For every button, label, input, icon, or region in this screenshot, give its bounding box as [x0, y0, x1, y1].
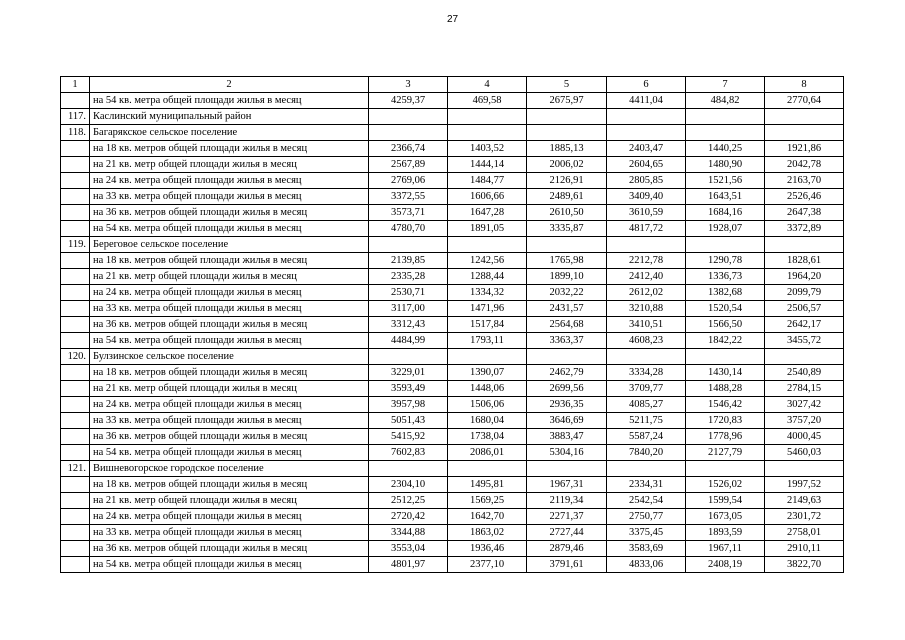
- value-cell: 2805,85: [607, 173, 686, 189]
- value-cell: [448, 461, 527, 477]
- row-index-cell: [61, 429, 90, 445]
- value-cell: 1673,05: [686, 509, 765, 525]
- row-label-cell: на 33 кв. метра общей площади жилья в месяц: [90, 525, 369, 541]
- value-cell: 5415,92: [369, 429, 448, 445]
- table-row: [61, 253, 844, 269]
- value-cell: [686, 237, 765, 253]
- row-label-cell: на 18 кв. метров общей площади жилья в месяц: [90, 365, 369, 381]
- value-cell: 3583,69: [607, 541, 686, 557]
- value-cell: 2910,11: [765, 541, 844, 557]
- row-index-cell: [61, 413, 90, 429]
- value-cell: 2699,56: [527, 381, 607, 397]
- value-cell: 3410,51: [607, 317, 686, 333]
- value-cell: 5051,43: [369, 413, 448, 429]
- row-label-cell: на 21 кв. метр общей площади жилья в месяц: [90, 493, 369, 509]
- value-cell: [527, 349, 607, 365]
- row-index-cell: 117.: [61, 109, 90, 125]
- table-header-row: [61, 77, 844, 93]
- row-label-cell: на 54 кв. метра общей площади жилья в месяц: [90, 221, 369, 237]
- row-label-cell: на 18 кв. метров общей площади жилья в месяц: [90, 253, 369, 269]
- value-cell: 1242,56: [448, 253, 527, 269]
- row-index-cell: [61, 253, 90, 269]
- value-cell: 3027,42: [765, 397, 844, 413]
- value-cell: [448, 125, 527, 141]
- page-number: 27: [446, 14, 459, 25]
- table-row: [61, 173, 844, 189]
- row-label-cell: на 54 кв. метра общей площади жилья в месяц: [90, 93, 369, 109]
- value-cell: 1336,73: [686, 269, 765, 285]
- row-index-cell: [61, 541, 90, 557]
- value-cell: 3455,72: [765, 333, 844, 349]
- value-cell: 3610,59: [607, 205, 686, 221]
- row-index-cell: [61, 557, 90, 573]
- row-index-cell: 121.: [61, 461, 90, 477]
- value-cell: 1526,02: [686, 477, 765, 493]
- table-row: [61, 509, 844, 525]
- value-cell: 2489,61: [527, 189, 607, 205]
- value-cell: 2335,28: [369, 269, 448, 285]
- row-label-cell: Вишневогорское городское поселение: [90, 461, 369, 477]
- value-cell: 2647,38: [765, 205, 844, 221]
- value-cell: 2530,71: [369, 285, 448, 301]
- value-cell: 3646,69: [527, 413, 607, 429]
- row-index-cell: [61, 93, 90, 109]
- value-cell: 1647,28: [448, 205, 527, 221]
- row-label-cell: Багарякское сельское поселение: [90, 125, 369, 141]
- value-cell: 469,58: [448, 93, 527, 109]
- value-cell: 5460,03: [765, 445, 844, 461]
- table-row: [61, 237, 844, 253]
- value-cell: 1891,05: [448, 221, 527, 237]
- row-index-cell: 118.: [61, 125, 90, 141]
- value-cell: 4484,99: [369, 333, 448, 349]
- value-cell: 1288,44: [448, 269, 527, 285]
- value-cell: 2149,63: [765, 493, 844, 509]
- value-cell: 2879,46: [527, 541, 607, 557]
- value-cell: [686, 109, 765, 125]
- value-cell: 1517,84: [448, 317, 527, 333]
- value-cell: 3593,49: [369, 381, 448, 397]
- row-index-cell: [61, 525, 90, 541]
- value-cell: [369, 237, 448, 253]
- table-row: [61, 157, 844, 173]
- table-row: [61, 349, 844, 365]
- row-label-cell: на 54 кв. метра общей площади жилья в месяц: [90, 557, 369, 573]
- value-cell: 1928,07: [686, 221, 765, 237]
- value-cell: 7840,20: [607, 445, 686, 461]
- value-cell: 1290,78: [686, 253, 765, 269]
- header-cell: 1: [61, 77, 90, 93]
- value-cell: 3553,04: [369, 541, 448, 557]
- value-cell: 1765,98: [527, 253, 607, 269]
- row-index-cell: [61, 157, 90, 173]
- value-cell: [765, 237, 844, 253]
- row-index-cell: [61, 317, 90, 333]
- value-cell: 1828,61: [765, 253, 844, 269]
- value-cell: 1893,59: [686, 525, 765, 541]
- header-cell: 7: [686, 77, 765, 93]
- value-cell: 2784,15: [765, 381, 844, 397]
- value-cell: 1997,52: [765, 477, 844, 493]
- value-cell: 2301,72: [765, 509, 844, 525]
- row-label-cell: на 24 кв. метра общей площади жилья в месяц: [90, 397, 369, 413]
- table-row: [61, 125, 844, 141]
- row-index-cell: 120.: [61, 349, 90, 365]
- row-index-cell: [61, 477, 90, 493]
- value-cell: 1778,96: [686, 429, 765, 445]
- value-cell: 3229,01: [369, 365, 448, 381]
- value-cell: 2139,85: [369, 253, 448, 269]
- table-row: [61, 285, 844, 301]
- row-label-cell: на 21 кв. метр общей площади жилья в месяц: [90, 381, 369, 397]
- value-cell: 1842,22: [686, 333, 765, 349]
- value-cell: 2750,77: [607, 509, 686, 525]
- value-cell: 2540,89: [765, 365, 844, 381]
- row-label-cell: на 36 кв. метров общей площади жилья в месяц: [90, 541, 369, 557]
- value-cell: 1471,96: [448, 301, 527, 317]
- value-cell: 1440,25: [686, 141, 765, 157]
- table-row: [61, 413, 844, 429]
- value-cell: [765, 461, 844, 477]
- value-cell: 1921,86: [765, 141, 844, 157]
- value-cell: 3375,45: [607, 525, 686, 541]
- row-label-cell: на 18 кв. метров общей площади жилья в месяц: [90, 477, 369, 493]
- row-label-cell: на 36 кв. метров общей площади жилья в месяц: [90, 205, 369, 221]
- row-index-cell: [61, 285, 90, 301]
- table-row: [61, 221, 844, 237]
- value-cell: 3372,89: [765, 221, 844, 237]
- row-label-cell: Береговое сельское поселение: [90, 237, 369, 253]
- table-row: [61, 525, 844, 541]
- value-cell: 3709,77: [607, 381, 686, 397]
- value-cell: 484,82: [686, 93, 765, 109]
- value-cell: 3791,61: [527, 557, 607, 573]
- value-cell: [607, 461, 686, 477]
- value-cell: 1444,14: [448, 157, 527, 173]
- value-cell: 1488,28: [686, 381, 765, 397]
- value-cell: 2126,91: [527, 173, 607, 189]
- value-cell: 5304,16: [527, 445, 607, 461]
- table-row: [61, 461, 844, 477]
- table-row: [61, 557, 844, 573]
- table-row: [61, 541, 844, 557]
- value-cell: 4608,23: [607, 333, 686, 349]
- row-label-cell: на 33 кв. метра общей площади жилья в месяц: [90, 413, 369, 429]
- value-cell: [686, 461, 765, 477]
- value-cell: 1520,54: [686, 301, 765, 317]
- value-cell: 2099,79: [765, 285, 844, 301]
- value-cell: [448, 109, 527, 125]
- value-cell: [607, 125, 686, 141]
- header-cell: 8: [765, 77, 844, 93]
- value-cell: 2042,78: [765, 157, 844, 173]
- value-cell: 2542,54: [607, 493, 686, 509]
- row-index-cell: 119.: [61, 237, 90, 253]
- row-label-cell: на 54 кв. метра общей площади жилья в месяц: [90, 333, 369, 349]
- row-label-cell: на 36 кв. метров общей площади жилья в месяц: [90, 317, 369, 333]
- value-cell: 1863,02: [448, 525, 527, 541]
- value-cell: 2604,65: [607, 157, 686, 173]
- row-index-cell: [61, 173, 90, 189]
- value-cell: 2032,22: [527, 285, 607, 301]
- value-cell: 1885,13: [527, 141, 607, 157]
- value-cell: 1566,50: [686, 317, 765, 333]
- value-cell: [607, 349, 686, 365]
- value-cell: 2086,01: [448, 445, 527, 461]
- value-cell: 1967,31: [527, 477, 607, 493]
- value-cell: 1642,70: [448, 509, 527, 525]
- value-cell: 1606,66: [448, 189, 527, 205]
- value-cell: 1720,83: [686, 413, 765, 429]
- value-cell: 2758,01: [765, 525, 844, 541]
- value-cell: 2006,02: [527, 157, 607, 173]
- row-label-cell: Каслинский муниципальный район: [90, 109, 369, 125]
- row-index-cell: [61, 381, 90, 397]
- value-cell: 2412,40: [607, 269, 686, 285]
- value-cell: 1546,42: [686, 397, 765, 413]
- row-index-cell: [61, 509, 90, 525]
- value-cell: [607, 237, 686, 253]
- row-index-cell: [61, 365, 90, 381]
- value-cell: 2366,74: [369, 141, 448, 157]
- value-cell: [369, 125, 448, 141]
- row-index-cell: [61, 205, 90, 221]
- value-cell: 2462,79: [527, 365, 607, 381]
- row-label-cell: на 21 кв. метр общей площади жилья в месяц: [90, 269, 369, 285]
- value-cell: 3335,87: [527, 221, 607, 237]
- value-cell: 3210,88: [607, 301, 686, 317]
- value-cell: 4411,04: [607, 93, 686, 109]
- value-cell: 4780,70: [369, 221, 448, 237]
- value-cell: 5211,75: [607, 413, 686, 429]
- value-cell: 4000,45: [765, 429, 844, 445]
- value-cell: 1599,54: [686, 493, 765, 509]
- value-cell: 2727,44: [527, 525, 607, 541]
- value-cell: 1430,14: [686, 365, 765, 381]
- value-cell: 1480,90: [686, 157, 765, 173]
- row-index-cell: [61, 493, 90, 509]
- value-cell: 1382,68: [686, 285, 765, 301]
- value-cell: 3363,37: [527, 333, 607, 349]
- value-cell: 1403,52: [448, 141, 527, 157]
- value-cell: 3334,28: [607, 365, 686, 381]
- row-label-cell: на 33 кв. метра общей площади жилья в месяц: [90, 301, 369, 317]
- row-index-cell: [61, 397, 90, 413]
- value-cell: 2564,68: [527, 317, 607, 333]
- row-label-cell: на 33 кв. метра общей площади жилья в месяц: [90, 189, 369, 205]
- value-cell: 3344,88: [369, 525, 448, 541]
- row-label-cell: на 18 кв. метров общей площади жилья в месяц: [90, 141, 369, 157]
- value-cell: 3372,55: [369, 189, 448, 205]
- value-cell: 1643,51: [686, 189, 765, 205]
- value-cell: 1738,04: [448, 429, 527, 445]
- value-cell: 1484,77: [448, 173, 527, 189]
- value-cell: 2119,34: [527, 493, 607, 509]
- table-row: [61, 493, 844, 509]
- value-cell: [369, 109, 448, 125]
- value-cell: 1448,06: [448, 381, 527, 397]
- value-cell: 3757,20: [765, 413, 844, 429]
- header-cell: 3: [369, 77, 448, 93]
- header-cell: 5: [527, 77, 607, 93]
- value-cell: [527, 461, 607, 477]
- value-cell: 3957,98: [369, 397, 448, 413]
- value-cell: [765, 125, 844, 141]
- value-cell: 1495,81: [448, 477, 527, 493]
- value-cell: 2769,06: [369, 173, 448, 189]
- row-label-cell: Булзинское сельское поселение: [90, 349, 369, 365]
- row-label-cell: на 24 кв. метра общей площади жилья в месяц: [90, 509, 369, 525]
- table-row: [61, 317, 844, 333]
- value-cell: 1793,11: [448, 333, 527, 349]
- value-cell: [765, 349, 844, 365]
- value-cell: 1967,11: [686, 541, 765, 557]
- value-cell: 2526,46: [765, 189, 844, 205]
- value-cell: 2304,10: [369, 477, 448, 493]
- table-row: [61, 109, 844, 125]
- table-row: [61, 381, 844, 397]
- row-index-cell: [61, 269, 90, 285]
- value-cell: [448, 349, 527, 365]
- row-index-cell: [61, 141, 90, 157]
- value-cell: 2610,50: [527, 205, 607, 221]
- row-index-cell: [61, 221, 90, 237]
- value-cell: 2377,10: [448, 557, 527, 573]
- table-row: [61, 269, 844, 285]
- table-row: [61, 189, 844, 205]
- row-index-cell: [61, 189, 90, 205]
- value-cell: 1899,10: [527, 269, 607, 285]
- value-cell: 1506,06: [448, 397, 527, 413]
- value-cell: 2720,42: [369, 509, 448, 525]
- value-cell: [527, 237, 607, 253]
- value-cell: 1390,07: [448, 365, 527, 381]
- value-cell: 2567,89: [369, 157, 448, 173]
- table-row: [61, 429, 844, 445]
- tariff-table: [60, 76, 844, 573]
- value-cell: 1334,32: [448, 285, 527, 301]
- row-index-cell: [61, 301, 90, 317]
- header-cell: 6: [607, 77, 686, 93]
- row-index-cell: [61, 445, 90, 461]
- value-cell: [448, 237, 527, 253]
- table-row: [61, 205, 844, 221]
- row-label-cell: на 54 кв. метра общей площади жилья в месяц: [90, 445, 369, 461]
- value-cell: 5587,24: [607, 429, 686, 445]
- value-cell: 4817,72: [607, 221, 686, 237]
- value-cell: 3312,43: [369, 317, 448, 333]
- value-cell: [686, 125, 765, 141]
- row-label-cell: на 36 кв. метров общей площади жилья в месяц: [90, 429, 369, 445]
- value-cell: 2770,64: [765, 93, 844, 109]
- value-cell: 4801,97: [369, 557, 448, 573]
- value-cell: 2612,02: [607, 285, 686, 301]
- value-cell: 2403,47: [607, 141, 686, 157]
- value-cell: [369, 349, 448, 365]
- value-cell: 3117,00: [369, 301, 448, 317]
- table-row: [61, 365, 844, 381]
- value-cell: 2163,70: [765, 173, 844, 189]
- table-row: [61, 397, 844, 413]
- row-label-cell: на 21 кв. метр общей площади жилья в месяц: [90, 157, 369, 173]
- value-cell: 3822,70: [765, 557, 844, 573]
- value-cell: 2512,25: [369, 493, 448, 509]
- value-cell: 1936,46: [448, 541, 527, 557]
- value-cell: 1964,20: [765, 269, 844, 285]
- value-cell: 4085,27: [607, 397, 686, 413]
- value-cell: 3883,47: [527, 429, 607, 445]
- value-cell: 2431,57: [527, 301, 607, 317]
- value-cell: 2408,19: [686, 557, 765, 573]
- value-cell: [607, 109, 686, 125]
- table-row: [61, 141, 844, 157]
- table-row: [61, 445, 844, 461]
- value-cell: 3573,71: [369, 205, 448, 221]
- value-cell: 1684,16: [686, 205, 765, 221]
- value-cell: [369, 461, 448, 477]
- table-body: [61, 77, 844, 573]
- row-label-cell: на 24 кв. метра общей площади жилья в месяц: [90, 285, 369, 301]
- value-cell: 4259,37: [369, 93, 448, 109]
- value-cell: [527, 109, 607, 125]
- value-cell: [765, 109, 844, 125]
- row-index-cell: [61, 333, 90, 349]
- value-cell: 1680,04: [448, 413, 527, 429]
- value-cell: [686, 349, 765, 365]
- value-cell: 2936,35: [527, 397, 607, 413]
- value-cell: 2642,17: [765, 317, 844, 333]
- table-row: [61, 301, 844, 317]
- value-cell: 2506,57: [765, 301, 844, 317]
- value-cell: 2334,31: [607, 477, 686, 493]
- value-cell: 2212,78: [607, 253, 686, 269]
- table-row: [61, 477, 844, 493]
- value-cell: 2127,79: [686, 445, 765, 461]
- header-cell: 2: [90, 77, 369, 93]
- value-cell: 1521,56: [686, 173, 765, 189]
- value-cell: [527, 125, 607, 141]
- table-row: [61, 93, 844, 109]
- value-cell: 2271,37: [527, 509, 607, 525]
- row-label-cell: на 24 кв. метра общей площади жилья в месяц: [90, 173, 369, 189]
- table-row: [61, 333, 844, 349]
- value-cell: 2675,97: [527, 93, 607, 109]
- value-cell: 4833,06: [607, 557, 686, 573]
- value-cell: 1569,25: [448, 493, 527, 509]
- value-cell: 3409,40: [607, 189, 686, 205]
- header-cell: 4: [448, 77, 527, 93]
- value-cell: 7602,83: [369, 445, 448, 461]
